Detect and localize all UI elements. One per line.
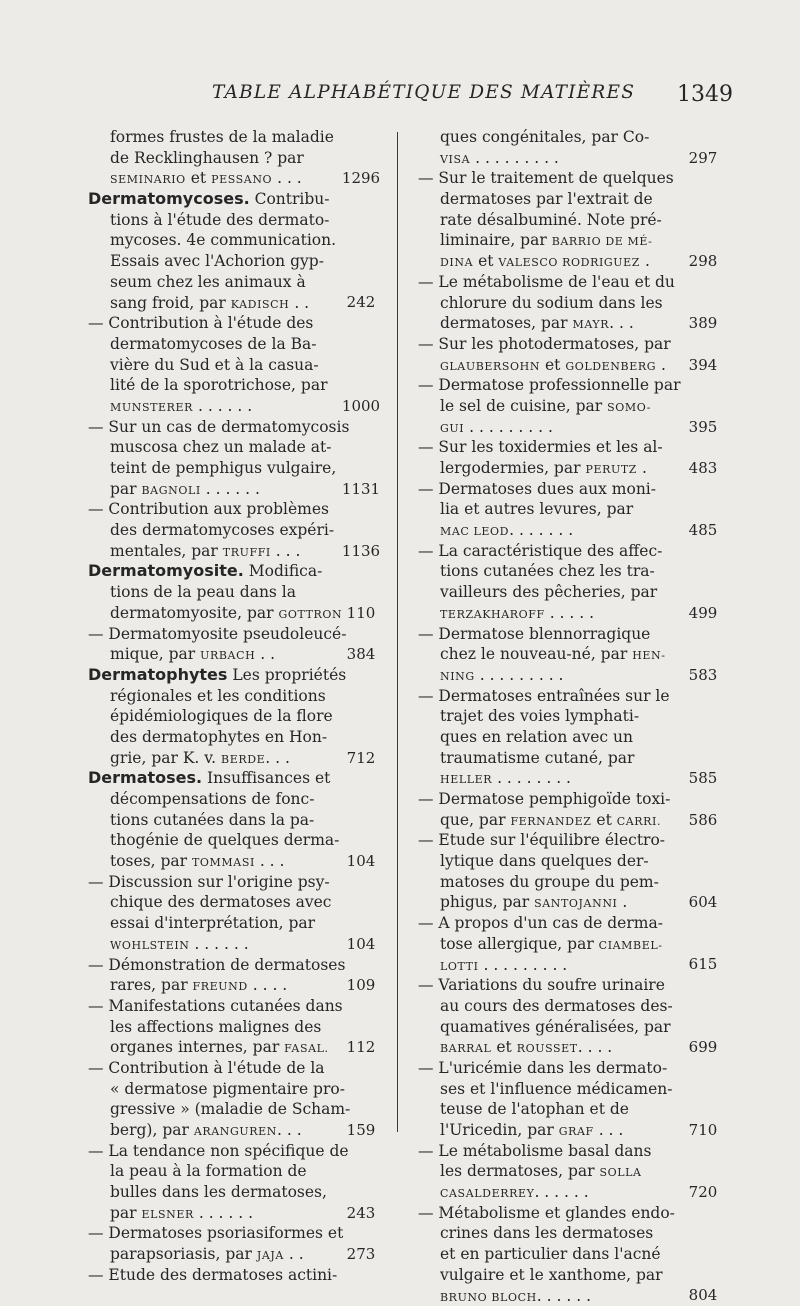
author-name: FERNANDEZ <box>510 815 591 828</box>
entry-line: teuse de l'atophan et de <box>418 1099 724 1120</box>
entry-line: — Dermatoses dues aux moni- <box>418 479 724 500</box>
entry-line: — Dermatomyosite pseudoleucé- <box>88 624 376 645</box>
entry-line: teint de pemphigus vulgaire, <box>88 458 376 479</box>
author-name: NING <box>440 670 475 683</box>
entry-line: Dermatoses. Insuffisances et <box>88 768 376 789</box>
entry-line: chlorure du sodium dans les <box>418 293 724 314</box>
index-entry <box>418 541 724 624</box>
entry-line: — Le métabolisme basal dans <box>418 1141 724 1162</box>
page-reference: 109 <box>340 975 382 996</box>
author-name: FASAL. <box>284 1042 329 1055</box>
page-reference: 583 <box>682 665 724 686</box>
entry-line: DINA et VALESCO RODRIGUEZ . <box>418 251 724 272</box>
index-entry <box>418 168 724 271</box>
page-reference: 112 <box>340 1037 382 1058</box>
entry-line: des dermatomycoses expéri- <box>88 520 376 541</box>
entry-line: Essais avec l'Achorion gyp- <box>88 251 376 272</box>
index-entry <box>418 830 724 913</box>
author-name: SOMO- <box>607 401 651 414</box>
entry-line: vailleurs des pêcheries, par <box>418 582 724 603</box>
author-name: BRUNO BLOCH <box>440 1291 537 1304</box>
entry-line: muscosa chez un malade at- <box>88 437 376 458</box>
entry-line: formes frustes de la maladie <box>88 127 376 148</box>
page-reference: 710 <box>682 1120 724 1141</box>
index-entry <box>88 499 376 561</box>
entry-line: — A propos d'un cas de derma- <box>418 913 724 934</box>
entry-line: SEMINARIO et PESSANO . . . <box>88 168 376 189</box>
column-divider <box>397 132 398 1132</box>
page-reference: 243 <box>340 1203 382 1224</box>
entry-line: Dermatophytes Les propriétés <box>88 665 376 686</box>
subject-heading: Dermatomyosite. <box>88 561 244 580</box>
entry-line: chique des dermatoses avec <box>88 892 376 913</box>
entry-line: phigus, par SANTOJANNI . <box>418 892 724 913</box>
entry-line: — Dermatoses psoriasiformes et <box>88 1223 376 1244</box>
index-entry <box>418 334 724 375</box>
page-reference: 499 <box>682 603 724 624</box>
entry-line: ques en relation avec un <box>418 727 724 748</box>
entry-line: matoses du groupe du pem- <box>418 872 724 893</box>
index-entry <box>418 437 724 478</box>
entry-line: thogénie de quelques derma- <box>88 830 376 851</box>
entry-line: quamatives généralisées, par <box>418 1017 724 1038</box>
author-name: HEN- <box>632 649 665 662</box>
entry-line: lergodermies, par PERUTZ . <box>418 458 724 479</box>
entry-line: lytique dans quelques der- <box>418 851 724 872</box>
author-name: GUI <box>440 422 464 435</box>
entry-line: — Dermatose pemphigoïde toxi- <box>418 789 724 810</box>
entry-line: — Démonstration de dermatoses <box>88 955 376 976</box>
entry-line: CASALDERREY. . . . . . <box>418 1182 724 1203</box>
entry-line: — Etude sur l'équilibre électro- <box>418 830 724 851</box>
index-entry <box>88 872 376 955</box>
entry-line: — Etude des dermatoses actini- <box>88 1265 376 1286</box>
entry-line: par ELSNER . . . . . . <box>88 1203 376 1224</box>
author-name: BARRIO DE MÉ- <box>552 235 653 248</box>
author-name: SEMINARIO <box>110 173 186 186</box>
entry-line: TERZAKHAROFF . . . . . <box>418 603 724 624</box>
entry-line: — Sur le traitement de quelques <box>418 168 724 189</box>
page-reference: 389 <box>682 313 724 334</box>
entry-line: — Dermatose professionnelle par <box>418 375 724 396</box>
page-reference: 273 <box>340 1244 382 1265</box>
index-entry <box>418 375 724 437</box>
page-reference: 483 <box>682 458 724 479</box>
entry-line: bulles dans les dermatoses, <box>88 1182 376 1203</box>
page-reference: 394 <box>682 355 724 376</box>
entry-line: BARRAL et ROUSSET. . . . <box>418 1037 724 1058</box>
entry-line: — Dermatoses entraînées sur le <box>418 686 724 707</box>
page-reference: 159 <box>340 1120 382 1141</box>
entry-line: dermatomyosite, par GOTTRON <box>88 603 376 624</box>
entry-line: — Sur un cas de dermatomycosis <box>88 417 376 438</box>
entry-line: parapsoriasis, par JAJA . . <box>88 1244 376 1265</box>
author-name: WOHLSTEIN <box>110 939 190 952</box>
author-name: BERDE <box>221 753 265 766</box>
entry-line: ques congénitales, par Co- <box>418 127 724 148</box>
right-column <box>418 127 724 1306</box>
entry-line: que, par FERNANDEZ et CARRI. <box>418 810 724 831</box>
entry-line: tions de la peau dans la <box>88 582 376 603</box>
page-reference: 104 <box>340 934 382 955</box>
entry-line: décompensations de fonc- <box>88 789 376 810</box>
author-name: TRUFFI <box>223 546 271 559</box>
author-name: TERZAKHAROFF <box>440 608 545 621</box>
page-reference: 1296 <box>340 168 382 189</box>
entry-line: — Variations du soufre urinaire <box>418 975 724 996</box>
entry-line: tions cutanées chez les tra- <box>418 561 724 582</box>
entry-line: toses, par TOMMASI . . . <box>88 851 376 872</box>
page-reference: 395 <box>682 417 724 438</box>
entry-line: — Métabolisme et glandes endo- <box>418 1203 724 1224</box>
subject-heading: Dermatomycoses. <box>88 189 250 208</box>
page-reference: 615 <box>682 954 724 975</box>
index-entry <box>88 955 376 996</box>
entry-line: organes internes, par FASAL. <box>88 1037 376 1058</box>
running-header-title: TABLE ALPHABÉTIQUE DES MATIÈRES <box>212 82 635 103</box>
entry-line: GUI . . . . . . . . . <box>418 417 724 438</box>
author-name: TOMMASI <box>192 856 255 869</box>
entry-line: au cours des dermatoses des- <box>418 996 724 1017</box>
entry-line: — Contribution à l'étude de la <box>88 1058 376 1079</box>
entry-line: vulgaire et le xanthome, par <box>418 1265 724 1286</box>
author-name: ARANGUREN <box>194 1125 277 1138</box>
entry-line: épidémiologiques de la flore <box>88 706 376 727</box>
entry-line: — Dermatose blennorragique <box>418 624 724 645</box>
entry-line: les affections malignes des <box>88 1017 376 1038</box>
author-name: FREUND <box>193 980 248 993</box>
entry-line: MAC LEOD. . . . . . . <box>418 520 724 541</box>
entry-line: de Recklinghausen ? par <box>88 148 376 169</box>
index-entry <box>88 665 376 768</box>
entry-line: tions cutanées dans la pa- <box>88 810 376 831</box>
entry-line: MUNSTERER . . . . . . <box>88 396 376 417</box>
entry-line: — Contribution aux problèmes <box>88 499 376 520</box>
author-name: BARRAL <box>440 1042 491 1055</box>
entry-line: — Sur les toxidermies et les al- <box>418 437 724 458</box>
page-reference: 384 <box>340 644 382 665</box>
entry-line: WOHLSTEIN . . . . . . <box>88 934 376 955</box>
author-name: MUNSTERER <box>110 401 193 414</box>
entry-line: — La caractéristique des affec- <box>418 541 724 562</box>
subject-heading: Dermatophytes <box>88 665 227 684</box>
left-column <box>88 127 376 1286</box>
entry-line: le sel de cuisine, par SOMO- <box>418 396 724 417</box>
index-entry <box>88 996 376 1058</box>
page-reference: 586 <box>682 810 724 831</box>
entry-line: ses et l'influence médicamen- <box>418 1079 724 1100</box>
author-name: SANTOJANNI <box>534 897 617 910</box>
index-entry <box>418 272 724 334</box>
entry-line: gressive » (maladie de Scham- <box>88 1099 376 1120</box>
entry-line: — La tendance non spécifique de <box>88 1141 376 1162</box>
entry-line: des dermatophytes en Hon- <box>88 727 376 748</box>
index-entry <box>418 1058 724 1141</box>
entry-line: trajet des voies lymphati- <box>418 706 724 727</box>
entry-line: GLAUBERSOHN et GOLDENBERG . <box>418 355 724 376</box>
page-reference: 242 <box>340 292 382 313</box>
index-entry <box>88 1265 376 1286</box>
index-entry <box>88 561 376 623</box>
author-name: ROUSSET <box>517 1042 578 1055</box>
entry-line: chez le nouveau-né, par HEN- <box>418 644 724 665</box>
entry-line: grie, par K. v. BERDE. . . <box>88 748 376 769</box>
entry-line: Dermatomyosite. Modifica- <box>88 561 376 582</box>
index-entry <box>418 913 724 975</box>
author-name: CASALDERREY <box>440 1187 534 1200</box>
entry-line: sang froid, par KADISCH . . <box>88 293 376 314</box>
entry-line: NING . . . . . . . . . <box>418 665 724 686</box>
author-name: MAC LEOD <box>440 525 509 538</box>
index-entry <box>88 417 376 500</box>
entry-line: — Le métabolisme de l'eau et du <box>418 272 724 293</box>
entry-line: par BAGNOLI . . . . . . <box>88 479 376 500</box>
index-entry <box>88 1223 376 1264</box>
author-name: VALESCO RODRIGUEZ <box>498 256 640 269</box>
author-name: BAGNOLI <box>142 484 201 497</box>
page-reference: 712 <box>340 748 382 769</box>
author-name: GRAF <box>559 1125 594 1138</box>
index-entry <box>418 1141 724 1203</box>
author-name: LOTTI <box>440 960 479 973</box>
entry-line: lité de la sporotrichose, par <box>88 375 376 396</box>
author-name: CIAMBEL- <box>599 939 663 952</box>
entry-line: crines dans les dermatoses <box>418 1223 724 1244</box>
page-reference: 720 <box>682 1182 724 1203</box>
entry-line: dermatoses, par MAYR. . . <box>418 313 724 334</box>
author-name: URBACH <box>200 649 255 662</box>
author-name: GLAUBERSOHN <box>440 360 540 373</box>
page-reference: 110 <box>340 603 382 624</box>
index-entry <box>418 624 724 686</box>
author-name: PERUTZ <box>585 463 637 476</box>
entry-line: LOTTI . . . . . . . . . <box>418 955 724 976</box>
subject-heading: Dermatoses. <box>88 768 202 787</box>
index-entry <box>418 1203 724 1306</box>
entry-line: Dermatomycoses. Contribu- <box>88 189 376 210</box>
entry-line: lia et autres levures, par <box>418 499 724 520</box>
index-entry <box>88 1141 376 1224</box>
entry-line: traumatisme cutané, par <box>418 748 724 769</box>
index-entry <box>88 127 376 189</box>
index-entry <box>418 975 724 1058</box>
page-reference: 485 <box>682 520 724 541</box>
entry-line: les dermatoses, par SOLLA <box>418 1161 724 1182</box>
entry-line: mentales, par TRUFFI . . . <box>88 541 376 562</box>
page-reference: 804 <box>682 1285 724 1306</box>
page-reference: 298 <box>682 251 724 272</box>
page-reference: 297 <box>682 148 724 169</box>
entry-line: régionales et les conditions <box>88 686 376 707</box>
entry-line: — Contribution à l'étude des <box>88 313 376 334</box>
author-name: GOTTRON <box>278 608 342 621</box>
entry-line: VISA . . . . . . . . . <box>418 148 724 169</box>
index-entry <box>418 479 724 541</box>
page-reference: 604 <box>682 892 724 913</box>
entry-line: rate désalbuminé. Note pré- <box>418 210 724 231</box>
author-name: SOLLA <box>599 1166 641 1179</box>
author-name: HELLER <box>440 773 492 786</box>
entry-line: dermatoses par l'extrait de <box>418 189 724 210</box>
page-reference: 1000 <box>340 396 382 417</box>
index-entry <box>88 189 376 313</box>
author-name: DINA <box>440 256 473 269</box>
entry-line: et en particulier dans l'acné <box>418 1244 724 1265</box>
entry-line: berg), par ARANGUREN. . . <box>88 1120 376 1141</box>
entry-line: tions à l'étude des dermato- <box>88 210 376 231</box>
page-reference: 1131 <box>340 479 382 500</box>
entry-line: HELLER . . . . . . . . <box>418 768 724 789</box>
page-reference: 699 <box>682 1037 724 1058</box>
entry-line: — Manifestations cutanées dans <box>88 996 376 1017</box>
index-entry <box>418 127 724 168</box>
page-reference: 104 <box>340 851 382 872</box>
entry-line: tose allergique, par CIAMBEL- <box>418 934 724 955</box>
entry-line: « dermatose pigmentaire pro- <box>88 1079 376 1100</box>
author-name: ELSNER <box>142 1208 194 1221</box>
author-name: MAYR <box>572 318 609 331</box>
author-name: VISA <box>440 153 470 166</box>
entry-line: — Sur les photodermatoses, par <box>418 334 724 355</box>
author-name: KADISCH <box>231 298 290 311</box>
entry-line: BRUNO BLOCH. . . . . . <box>418 1286 724 1306</box>
page-reference: 1136 <box>340 541 382 562</box>
index-entry <box>88 1058 376 1141</box>
entry-line: l'Uricedin, par GRAF . . . <box>418 1120 724 1141</box>
page-reference: 585 <box>682 768 724 789</box>
entry-line: la peau à la formation de <box>88 1161 376 1182</box>
author-name: GOLDENBERG <box>565 360 656 373</box>
entry-line: dermatomycoses de la Ba- <box>88 334 376 355</box>
index-entry <box>418 686 724 789</box>
author-name: CARRI. <box>617 815 661 828</box>
entry-line: liminaire, par BARRIO DE MÉ- <box>418 230 724 251</box>
index-entry <box>88 624 376 665</box>
author-name: PESSANO <box>211 173 272 186</box>
entry-line: vière du Sud et à la casua- <box>88 355 376 376</box>
index-entry <box>88 768 376 871</box>
entry-line: mique, par URBACH . . <box>88 644 376 665</box>
entry-line: essai d'interprétation, par <box>88 913 376 934</box>
entry-line: rares, par FREUND . . . . <box>88 975 376 996</box>
page-number: 1349 <box>677 82 733 107</box>
entry-line: — Discussion sur l'origine psy- <box>88 872 376 893</box>
entry-line: — L'uricémie dans les dermato- <box>418 1058 724 1079</box>
index-entry <box>88 313 376 416</box>
index-entry <box>418 789 724 830</box>
entry-line: seum chez les animaux à <box>88 272 376 293</box>
author-name: JAJA <box>257 1249 284 1262</box>
entry-line: mycoses. 4e communication. <box>88 230 376 251</box>
